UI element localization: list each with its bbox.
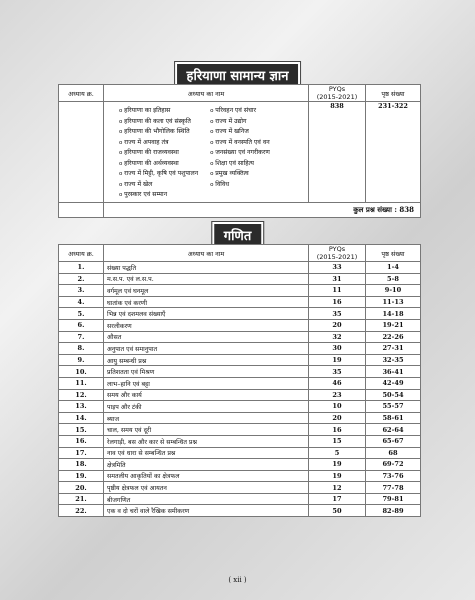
page-range: 42-49 [366,377,421,389]
chapter-name: औसत [104,331,309,343]
chapter-name: समय और कार्य [104,389,309,401]
page-range: 36-41 [366,366,421,378]
chapter-name: घातांक एवं करणी [104,296,309,308]
page-range: 1-4 [366,262,421,274]
table-row [59,493,421,505]
table-row [59,389,421,401]
table-row [59,308,421,320]
chapter-name: समतलीय आकृतियों का क्षेत्रफल [104,470,309,482]
pyqs-count: 15 [309,435,366,447]
pyqs-count: 46 [309,377,366,389]
header-page-no: पृष्ठ संख्या [366,85,421,102]
header-pyqs: PYQs (2015-2021) [309,85,366,102]
page-range: 5-8 [366,273,421,285]
chapter-name: क्षेत्रमिति [104,459,309,471]
table-row [59,401,421,413]
chapter-number: 21. [59,493,104,505]
table-row [59,273,421,285]
table-row [59,424,421,436]
topic-item: o राज्य में खनिज [210,127,270,138]
pyqs-count: 35 [309,366,366,378]
table-row [59,354,421,366]
table-row [59,262,421,274]
table-header-row [59,85,421,102]
maths-table [58,244,421,517]
pyqs-count: 50 [309,505,366,517]
table-row [59,285,421,297]
section-title-maths: गणित [212,222,264,248]
pyqs-count: 16 [309,424,366,436]
page-number: ( xii ) [228,576,247,584]
page-range: 9-10 [366,285,421,297]
topic-row [59,102,421,203]
page-range: 65-67 [366,435,421,447]
chapter-number: 14. [59,412,104,424]
total-row [59,203,421,218]
pyqs-count: 32 [309,331,366,343]
pyqs-count: 33 [309,262,366,274]
chapter-number: 8. [59,343,104,355]
chapter-name: आयु सम्बन्धी प्रश्न [104,354,309,366]
topic-list-2 [198,106,270,201]
chapter-number: 13. [59,401,104,413]
chapter-number: 4. [59,296,104,308]
topic-item: o परिवहन एवं संचार [210,106,270,117]
topic-item: o हरियाणा की अर्थव्यवस्था [119,159,198,170]
topic-list-1 [107,106,198,201]
topics-cell [104,102,309,203]
page-range: 62-64 [366,424,421,436]
chapter-name: भिन्न एवं दशमलव संख्याएँ [104,308,309,320]
pyqs-count: 20 [309,412,366,424]
chapter-number: 3. [59,285,104,297]
page-range: 27-31 [366,343,421,355]
table-row [59,331,421,343]
page-range: 68 [366,447,421,459]
chapter-number: 10. [59,366,104,378]
empty-cell [59,203,104,218]
chapter-number: 6. [59,319,104,331]
page-range: 69-72 [366,459,421,471]
topic-item: o जनसंख्या एवं नगरीकरण [210,148,270,159]
chapter-name: चाल, समय एवं दूरी [104,424,309,436]
chapter-name: रेलगाड़ी, बस और कार से सम्बन्धित प्रश्न [104,435,309,447]
pyqs-count: 16 [309,296,366,308]
topic-item: o हरियाणा की भौगोलिक स्थिति [119,127,198,138]
chapter-name: एक व दो चरों वाले रैखिक समीकरण [104,505,309,517]
topic-item: o प्रमुख व्यक्तित्व [210,169,270,180]
header-chapter-name: अध्याय का नाम [104,245,309,262]
chapter-number: 5. [59,308,104,320]
chapter-number: 22. [59,505,104,517]
pages-value: 231-322 [366,102,421,203]
page-range: 50-54 [366,389,421,401]
topic-item: o राज्य में उद्योग [210,117,270,128]
page-range: 19-21 [366,319,421,331]
chapter-number: 11. [59,377,104,389]
table-row [59,435,421,447]
chapter-number: 17. [59,447,104,459]
chapter-name: लाभ–हानि एवं बट्टा [104,377,309,389]
pyqs-value: 838 [309,102,366,203]
empty-cell [59,102,104,203]
table-row [59,343,421,355]
page-range: 79-81 [366,493,421,505]
page-range: 58-61 [366,412,421,424]
total-questions: कुल प्रश्न संख्या : 838 [104,203,421,218]
page-range: 32-35 [366,354,421,366]
chapter-number: 16. [59,435,104,447]
chapter-name: वर्गमूल एवं घनमूल [104,285,309,297]
pyqs-count: 10 [309,401,366,413]
page-range: 73-76 [366,470,421,482]
pyqs-count: 19 [309,354,366,366]
chapter-name: बीजगणित [104,493,309,505]
pyqs-count: 17 [309,493,366,505]
chapter-number: 20. [59,482,104,494]
topic-item: o हरियाणा की राजव्यवस्था [119,148,198,159]
chapter-name: संख्या पद्धति [104,262,309,274]
table-row [59,470,421,482]
section-title-haryana-gk: हरियाणा सामान्य ज्ञान [175,62,301,88]
page-range: 82-89 [366,505,421,517]
pyqs-count: 20 [309,319,366,331]
haryana-gk-table [58,84,421,218]
header-chapter-name: अध्याय का नाम [104,85,309,102]
pyqs-count: 35 [309,308,366,320]
chapter-name: नाव एवं धारा से सम्बन्धित प्रश्न [104,447,309,459]
chapter-number: 12. [59,389,104,401]
topic-item: o हरियाणा का इतिहास [119,106,198,117]
topic-item: o शिक्षा एवं साहित्य [210,159,270,170]
page-range: 11-13 [366,296,421,308]
chapter-name: पाइप और टंकी [104,401,309,413]
table-row [59,296,421,308]
chapter-name: पृष्ठीय क्षेत्रफल एवं आयतन [104,482,309,494]
chapter-number: 15. [59,424,104,436]
topic-item: o राज्य में वनस्पति एवं वन [210,138,270,149]
table-row [59,459,421,471]
header-chapter-no: अध्याय क्र. [59,245,104,262]
table-row [59,482,421,494]
header-chapter-no: अध्याय क्र. [59,85,104,102]
chapter-name: ब्याज [104,412,309,424]
topic-item: o पुरस्कार एवं सम्मान [119,190,198,201]
chapter-number: 18. [59,459,104,471]
pyqs-count: 23 [309,389,366,401]
table-row [59,447,421,459]
pyqs-count: 5 [309,447,366,459]
chapter-name: अनुपात एवं समानुपात [104,343,309,355]
pyqs-count: 30 [309,343,366,355]
pyqs-count: 31 [309,273,366,285]
chapter-name: प्रतिशतता एवं मिश्रण [104,366,309,378]
page-range: 22-26 [366,331,421,343]
table-row [59,412,421,424]
page-range: 14-18 [366,308,421,320]
pyqs-count: 11 [309,285,366,297]
chapter-number: 9. [59,354,104,366]
topic-item: o विविध [210,180,270,191]
header-pyqs: PYQs (2015-2021) [309,245,366,262]
page-range: 55-57 [366,401,421,413]
table-row [59,319,421,331]
pyqs-count: 19 [309,470,366,482]
table-header-row [59,245,421,262]
topic-item: o राज्य में खेल [119,180,198,191]
table-row [59,377,421,389]
chapter-number: 19. [59,470,104,482]
pyqs-count: 12 [309,482,366,494]
chapter-name: सरलीकरण [104,319,309,331]
table-row [59,505,421,517]
topic-item: o हरियाणा की कला एवं संस्कृति [119,117,198,128]
header-page-no: पृष्ठ संख्या [366,245,421,262]
chapter-number: 2. [59,273,104,285]
chapter-number: 7. [59,331,104,343]
chapter-number: 1. [59,262,104,274]
topic-item: o राज्य में मिट्टी, कृषि एवं पशुपालन [119,169,198,180]
pyqs-count: 19 [309,459,366,471]
topic-item: o राज्य में अपवाह तंत्र [119,138,198,149]
chapter-name: म.स.प. एवं ल.स.प. [104,273,309,285]
page-range: 77-78 [366,482,421,494]
table-row [59,366,421,378]
